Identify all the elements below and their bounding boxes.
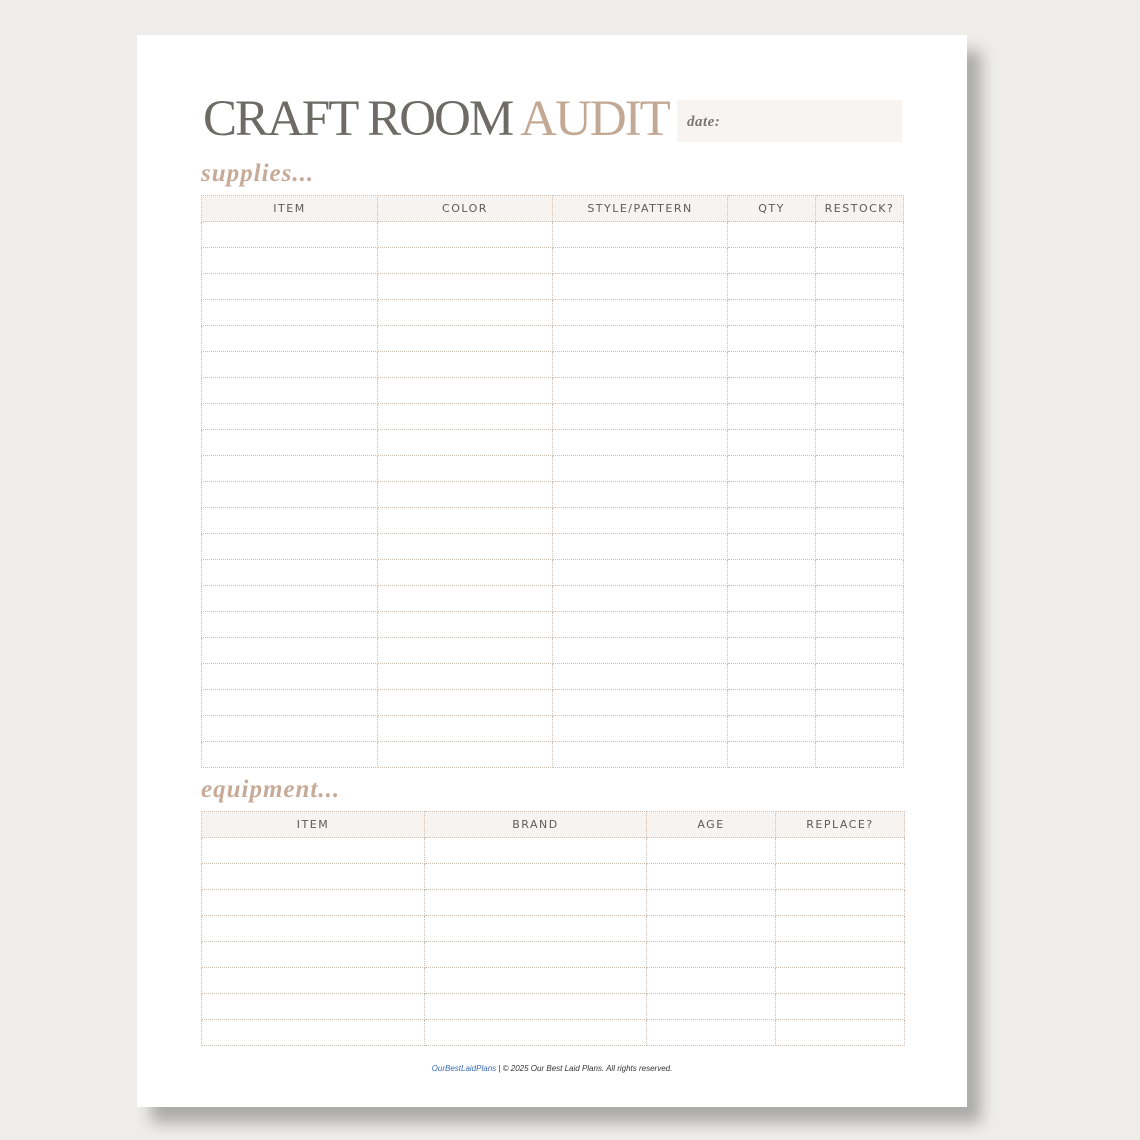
- table-cell[interactable]: [816, 664, 904, 690]
- table-cell[interactable]: [728, 222, 816, 248]
- table-cell[interactable]: [202, 968, 425, 994]
- table-cell[interactable]: [647, 916, 776, 942]
- table-row: [202, 534, 904, 560]
- table-cell[interactable]: [425, 1020, 647, 1046]
- table-cell[interactable]: [378, 274, 553, 300]
- table-cell[interactable]: [728, 352, 816, 378]
- table-row: [202, 968, 905, 994]
- table-row: [202, 864, 905, 890]
- table-cell[interactable]: [553, 664, 728, 690]
- supplies-column-header: COLOR: [378, 196, 553, 222]
- table-cell[interactable]: [728, 638, 816, 664]
- table-row: [202, 274, 904, 300]
- table-row: [202, 326, 904, 352]
- table-cell[interactable]: [816, 638, 904, 664]
- table-cell[interactable]: [378, 742, 553, 768]
- table-cell[interactable]: [202, 456, 378, 482]
- table-cell[interactable]: [425, 968, 647, 994]
- table-cell[interactable]: [816, 534, 904, 560]
- table-cell[interactable]: [202, 1020, 425, 1046]
- table-cell[interactable]: [378, 638, 553, 664]
- table-cell[interactable]: [202, 534, 378, 560]
- table-cell[interactable]: [776, 1020, 905, 1046]
- table-cell[interactable]: [647, 994, 776, 1020]
- date-label: date:: [687, 114, 721, 130]
- table-cell[interactable]: [728, 716, 816, 742]
- table-cell[interactable]: [728, 430, 816, 456]
- table-cell[interactable]: [202, 586, 378, 612]
- table-cell[interactable]: [553, 482, 728, 508]
- table-cell[interactable]: [728, 586, 816, 612]
- equipment-heading: equipment...: [201, 776, 341, 803]
- table-cell[interactable]: [816, 586, 904, 612]
- table-cell[interactable]: [816, 456, 904, 482]
- table-cell[interactable]: [202, 664, 378, 690]
- table-row: [202, 378, 904, 404]
- table-cell[interactable]: [425, 890, 647, 916]
- table-row: [202, 890, 905, 916]
- table-cell[interactable]: [647, 890, 776, 916]
- table-cell[interactable]: [816, 612, 904, 638]
- table-cell[interactable]: [816, 560, 904, 586]
- table-cell[interactable]: [202, 716, 378, 742]
- supplies-heading: supplies...: [201, 160, 315, 187]
- table-cell[interactable]: [816, 326, 904, 352]
- table-cell[interactable]: [202, 742, 378, 768]
- table-row: [202, 586, 904, 612]
- table-cell[interactable]: [647, 968, 776, 994]
- table-cell[interactable]: [425, 916, 647, 942]
- table-cell[interactable]: [378, 482, 553, 508]
- table-cell[interactable]: [816, 690, 904, 716]
- table-cell[interactable]: [816, 742, 904, 768]
- footer-copyright: | © 2025 Our Best Laid Plans. All rights reserved.: [496, 1064, 673, 1073]
- table-row: [202, 404, 904, 430]
- table-cell[interactable]: [728, 378, 816, 404]
- table-cell[interactable]: [776, 890, 905, 916]
- table-cell[interactable]: [553, 456, 728, 482]
- table-cell[interactable]: [202, 482, 378, 508]
- table-cell[interactable]: [553, 716, 728, 742]
- table-cell[interactable]: [202, 430, 378, 456]
- table-cell[interactable]: [553, 586, 728, 612]
- supplies-column-header: QTY: [728, 196, 816, 222]
- table-cell[interactable]: [425, 994, 647, 1020]
- title-part-1: CRAFT ROOM: [203, 91, 513, 147]
- equipment-header-row: [202, 812, 905, 838]
- table-cell[interactable]: [202, 864, 425, 890]
- table-cell[interactable]: [378, 456, 553, 482]
- table-cell[interactable]: [378, 508, 553, 534]
- table-cell[interactable]: [728, 690, 816, 716]
- table-cell[interactable]: [728, 300, 816, 326]
- table-cell[interactable]: [202, 222, 378, 248]
- table-cell[interactable]: [378, 716, 553, 742]
- table-cell[interactable]: [728, 482, 816, 508]
- table-cell[interactable]: [378, 664, 553, 690]
- table-cell[interactable]: [816, 300, 904, 326]
- table-cell[interactable]: [816, 248, 904, 274]
- table-row: [202, 994, 905, 1020]
- table-cell[interactable]: [202, 378, 378, 404]
- footer-link[interactable]: OurBestLaidPlans: [431, 1064, 497, 1073]
- table-cell[interactable]: [728, 508, 816, 534]
- table-row: [202, 456, 904, 482]
- table-row: [202, 690, 904, 716]
- table-cell[interactable]: [816, 430, 904, 456]
- table-cell[interactable]: [202, 612, 378, 638]
- table-cell[interactable]: [202, 942, 425, 968]
- table-cell[interactable]: [816, 482, 904, 508]
- table-cell[interactable]: [647, 942, 776, 968]
- supplies-header-row: [202, 196, 904, 222]
- table-cell[interactable]: [553, 508, 728, 534]
- table-row: [202, 560, 904, 586]
- table-cell[interactable]: [553, 690, 728, 716]
- table-cell[interactable]: [553, 430, 728, 456]
- supplies-table: [201, 195, 904, 768]
- table-cell[interactable]: [378, 586, 553, 612]
- table-cell[interactable]: [553, 248, 728, 274]
- table-row: [202, 482, 904, 508]
- table-cell[interactable]: [553, 534, 728, 560]
- table-cell[interactable]: [776, 864, 905, 890]
- supplies-column-header: RESTOCK?: [816, 196, 904, 222]
- table-cell[interactable]: [776, 968, 905, 994]
- table-row: [202, 742, 904, 768]
- equipment-column-header: AGE: [647, 812, 776, 838]
- table-cell[interactable]: [378, 222, 553, 248]
- table-row: [202, 716, 904, 742]
- table-cell[interactable]: [202, 352, 378, 378]
- table-cell[interactable]: [202, 248, 378, 274]
- table-cell[interactable]: [728, 612, 816, 638]
- table-row: [202, 664, 904, 690]
- table-cell[interactable]: [202, 326, 378, 352]
- page-title: [203, 93, 669, 145]
- date-field[interactable]: [677, 100, 902, 142]
- table-cell[interactable]: [378, 300, 553, 326]
- table-cell[interactable]: [378, 612, 553, 638]
- table-cell[interactable]: [776, 994, 905, 1020]
- table-cell[interactable]: [553, 352, 728, 378]
- table-cell[interactable]: [378, 248, 553, 274]
- title-part-2: AUDIT: [520, 91, 669, 147]
- table-cell[interactable]: [728, 456, 816, 482]
- table-row: [202, 612, 904, 638]
- table-cell[interactable]: [728, 274, 816, 300]
- table-cell[interactable]: [728, 326, 816, 352]
- table-cell[interactable]: [378, 534, 553, 560]
- table-row: [202, 942, 905, 968]
- worksheet-page: [137, 35, 967, 1107]
- table-cell[interactable]: [816, 716, 904, 742]
- table-cell[interactable]: [728, 404, 816, 430]
- equipment-column-header: REPLACE?: [776, 812, 905, 838]
- table-cell[interactable]: [553, 742, 728, 768]
- table-cell[interactable]: [202, 916, 425, 942]
- supplies-column-header: STYLE/PATTERN: [553, 196, 728, 222]
- table-row: [202, 916, 905, 942]
- table-row: [202, 248, 904, 274]
- table-cell[interactable]: [553, 300, 728, 326]
- table-cell[interactable]: [553, 638, 728, 664]
- table-cell[interactable]: [816, 378, 904, 404]
- table-cell[interactable]: [647, 864, 776, 890]
- table-cell[interactable]: [202, 890, 425, 916]
- table-cell[interactable]: [553, 222, 728, 248]
- table-cell[interactable]: [553, 612, 728, 638]
- table-cell[interactable]: [378, 430, 553, 456]
- table-cell[interactable]: [647, 838, 776, 864]
- table-cell[interactable]: [776, 916, 905, 942]
- supplies-column-header: ITEM: [202, 196, 378, 222]
- table-cell[interactable]: [647, 1020, 776, 1046]
- table-cell[interactable]: [553, 274, 728, 300]
- equipment-column-header: ITEM: [202, 812, 425, 838]
- table-cell[interactable]: [425, 864, 647, 890]
- table-row: [202, 838, 905, 864]
- table-cell[interactable]: [378, 326, 553, 352]
- table-cell[interactable]: [553, 560, 728, 586]
- table-row: [202, 508, 904, 534]
- table-row: [202, 352, 904, 378]
- table-row: [202, 1020, 905, 1046]
- table-cell[interactable]: [728, 534, 816, 560]
- table-cell[interactable]: [425, 838, 647, 864]
- equipment-column-header: BRAND: [425, 812, 647, 838]
- table-cell[interactable]: [378, 404, 553, 430]
- table-cell[interactable]: [816, 274, 904, 300]
- table-cell[interactable]: [202, 274, 378, 300]
- table-cell[interactable]: [728, 664, 816, 690]
- table-cell[interactable]: [202, 690, 378, 716]
- table-cell[interactable]: [378, 352, 553, 378]
- table-cell[interactable]: [202, 638, 378, 664]
- table-row: [202, 222, 904, 248]
- table-cell[interactable]: [728, 248, 816, 274]
- table-cell[interactable]: [728, 742, 816, 768]
- table-cell[interactable]: [816, 222, 904, 248]
- table-cell[interactable]: [776, 838, 905, 864]
- table-cell[interactable]: [202, 838, 425, 864]
- table-row: [202, 430, 904, 456]
- table-cell[interactable]: [776, 942, 905, 968]
- table-cell[interactable]: [202, 560, 378, 586]
- table-cell[interactable]: [816, 404, 904, 430]
- table-cell[interactable]: [728, 560, 816, 586]
- table-cell[interactable]: [553, 326, 728, 352]
- table-cell[interactable]: [553, 378, 728, 404]
- table-cell[interactable]: [378, 378, 553, 404]
- table-cell[interactable]: [553, 404, 728, 430]
- table-cell[interactable]: [202, 300, 378, 326]
- table-row: [202, 300, 904, 326]
- table-cell[interactable]: [202, 508, 378, 534]
- table-cell[interactable]: [378, 560, 553, 586]
- footer: [137, 1064, 967, 1073]
- equipment-table: [201, 811, 905, 1046]
- table-cell[interactable]: [378, 690, 553, 716]
- table-cell[interactable]: [816, 352, 904, 378]
- table-cell[interactable]: [202, 404, 378, 430]
- table-row: [202, 638, 904, 664]
- table-cell[interactable]: [202, 994, 425, 1020]
- table-cell[interactable]: [425, 942, 647, 968]
- table-cell[interactable]: [816, 508, 904, 534]
